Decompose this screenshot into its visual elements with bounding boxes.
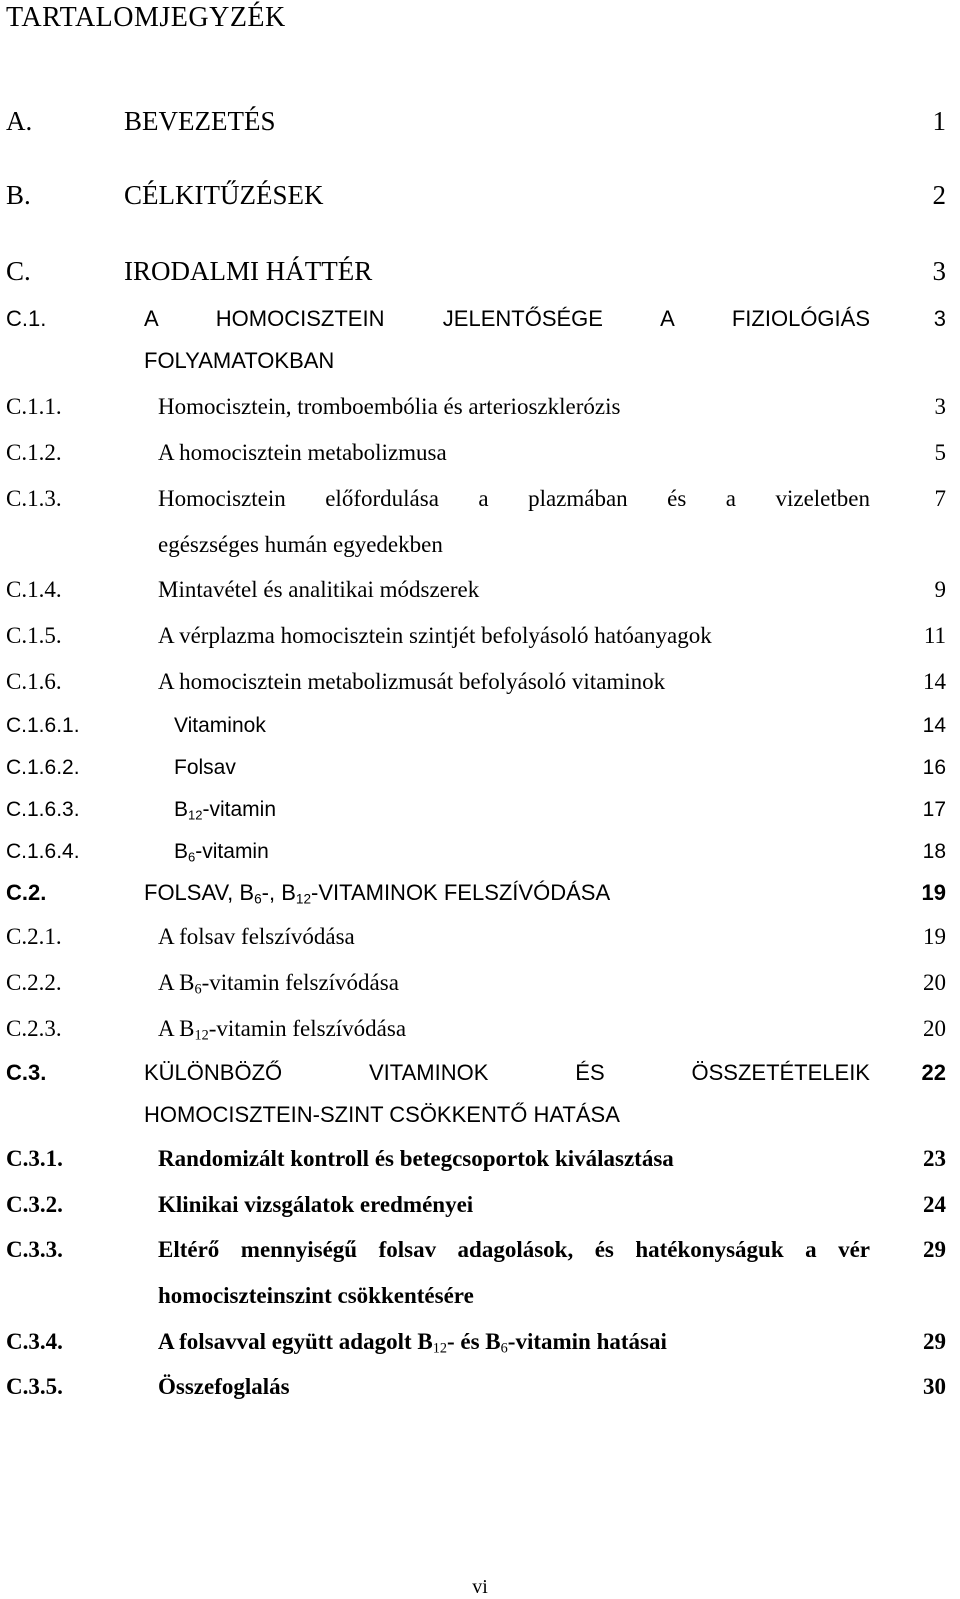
toc-title-part: B [174,840,189,863]
toc-number: A. [6,106,33,136]
toc-number: C.2.1. [6,924,62,949]
toc-page-number: 5 [934,440,946,465]
toc-number: C. [6,256,31,286]
toc-number: C.2. [6,880,47,905]
toc-number: C.1.3. [6,486,62,511]
toc-title: BEVEZETÉS [124,106,276,136]
subscript: 12 [188,807,203,823]
toc-title-part: -vitamin felszívódása [201,970,399,995]
toc-page-number: 3 [933,306,946,331]
toc-page-number: 1 [932,106,946,136]
toc-number: C.1.6.2. [6,756,80,779]
toc-title [158,1016,406,1042]
toc-number: C.3.3. [6,1237,63,1262]
toc-number: C.3.4. [6,1329,63,1354]
toc-number: C.1.4. [6,577,62,602]
toc-title [158,970,399,996]
toc-page-number: 18 [922,840,946,863]
toc-number: C.2.3. [6,1016,62,1041]
toc-number: C.3.1. [6,1146,63,1171]
toc-title-part: -vitamin [202,798,277,821]
toc-page-number: 19 [923,924,946,949]
toc-title: A homocisztein metabolizmusa [158,440,447,465]
toc-title-part: -, B [261,880,296,905]
toc-page-number: 23 [923,1146,946,1171]
toc-number: C.1.6.1. [6,714,80,737]
toc-title: Folsav [174,756,236,779]
toc-number: C.3.5. [6,1374,63,1399]
toc-number: C.1.6.3. [6,798,80,821]
toc-title: A vérplazma homocisztein szintjét befolyásoló hatóanyagok [158,623,712,648]
toc-number: C.1.5. [6,623,62,648]
toc-title: Összefoglalás [158,1374,290,1399]
toc-title-part: - és B [446,1329,501,1354]
toc-page-number: 14 [922,714,946,737]
toc-title-line-1: KÜLÖNBÖZŐ VITAMINOK ÉS ÖSSZETÉTELEIK [144,1060,870,1085]
toc-title-line-1: A HOMOCISZTEIN JELENTŐSÉGE A FIZIOLÓGIÁS [144,306,870,331]
toc-title-line-1: Eltérő mennyiségű folsav adagolások, és hatékonyságuk a vér [158,1237,870,1262]
toc-number: C.1.6.4. [6,840,80,863]
toc-page-number: 19 [921,880,946,905]
subscript: 6 [194,981,202,998]
toc-page-number: 11 [923,623,946,648]
toc-page-number: 20 [923,970,946,995]
toc-number: C.1.2. [6,440,62,465]
toc-title [174,798,276,822]
toc-title: Klinikai vizsgálatok eredményei [158,1192,474,1217]
subscript: 6 [188,849,196,865]
toc-page-number: 24 [923,1192,946,1217]
toc-title-part: -VITAMINOK FELSZÍVÓDÁSA [311,880,611,905]
toc-title [144,880,610,906]
toc-title-line-2: homociszteinszint csökkentésére [158,1283,474,1308]
subscript: 6 [500,1340,508,1357]
toc-title: Randomizált kontroll és betegcsoportok kiválasztása [158,1146,674,1171]
toc-title [158,1329,667,1355]
toc-page-number: 30 [923,1374,946,1399]
toc-number: C.3. [6,1060,47,1085]
subscript: 12 [194,1027,209,1044]
page-title: TARTALOMJEGYZÉK [6,2,286,33]
toc-title-line-1: Homocisztein előfordulása a plazmában és a vizeletben [158,486,870,511]
subscript: 12 [432,1340,447,1357]
toc-title-part: FOLSAV, B [144,880,255,905]
toc-number: C.3.2. [6,1192,63,1217]
toc-page-number: 17 [922,798,946,821]
toc-title-part: -vitamin [195,840,269,863]
toc-page-number: 20 [923,1016,946,1041]
toc-page-number: 29 [923,1237,946,1262]
toc-title: CÉLKITŰZÉSEK [124,180,324,210]
toc-title: Homocisztein, tromboembólia és arterioszklerózis [158,394,621,419]
toc-page-number: 3 [934,394,946,419]
toc-page-number: 7 [934,486,946,511]
toc-title-line-2: HOMOCISZTEIN-SZINT CSÖKKENTŐ HATÁSA [144,1102,620,1127]
toc-title-part: A folsavval együtt adagolt B [158,1329,433,1354]
toc-title: Mintavétel és analitikai módszerek [158,577,480,602]
toc-page-number: 14 [923,669,946,694]
toc-number: C.1. [6,306,47,331]
toc-title-part: B [174,798,189,821]
toc-title-part: A B [158,970,195,995]
toc-title: IRODALMI HÁTTÉR [124,256,373,286]
toc-page-number: 9 [934,577,946,602]
subscript: 12 [295,891,312,907]
subscript: 6 [254,891,262,907]
toc-title: Vitaminok [174,714,266,737]
toc-title-line-2: egészséges humán egyedekben [158,532,443,557]
toc-number: C.1.1. [6,394,62,419]
toc-title: A homocisztein metabolizmusát befolyásoló vitaminok [158,669,666,694]
toc-page-number: 3 [932,256,946,286]
toc-number: C.1.6. [6,669,62,694]
toc-page-number: 2 [932,180,946,210]
toc-title-part: -vitamin hatásai [507,1329,667,1354]
toc-title-line-2: FOLYAMATOKBAN [144,348,335,373]
toc-title-part: A B [158,1016,195,1041]
toc-page-number: 29 [923,1329,946,1354]
toc-title-part: -vitamin felszívódása [208,1016,407,1041]
toc-title: A folsav felszívódása [158,924,355,949]
toc-title [174,840,269,864]
toc-number: C.2.2. [6,970,62,995]
toc-page-number: 22 [921,1060,946,1085]
toc-page-number: 16 [922,756,946,779]
page-footer-number: vi [472,1576,488,1598]
toc-number: B. [6,180,31,210]
